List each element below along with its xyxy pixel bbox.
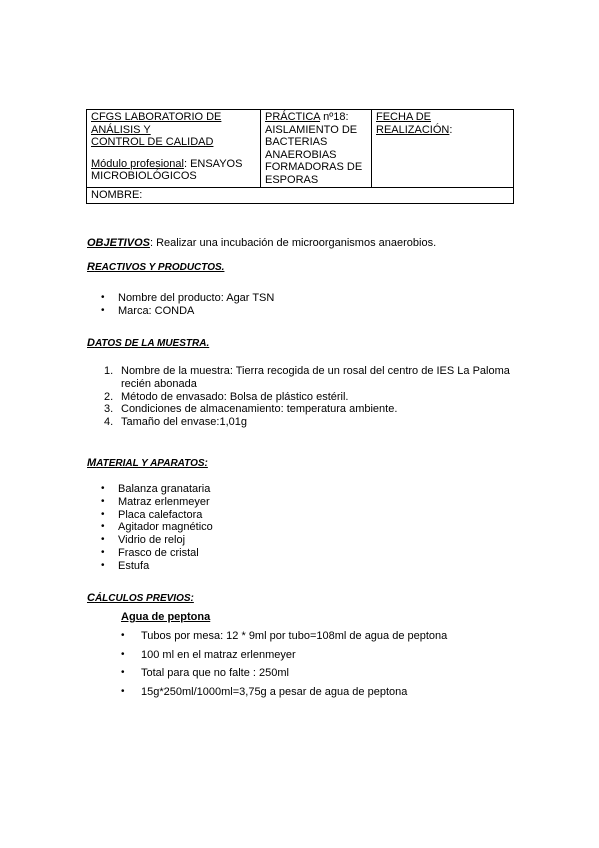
list-item: • Tubos por mesa: 12 * 9ml por tubo=108ml de agua de peptona — [121, 630, 447, 649]
material-list — [100, 483, 213, 573]
list-item: 1. Nombre de la muestra: Tierra recogida de un rosal del centro de IES La Paloma recién abonada — [104, 365, 510, 390]
practice-number: nº18: — [320, 111, 349, 123]
course-line1: CFGS LABORATORIO DE — [91, 111, 222, 123]
practice-line: FORMADORAS DE — [265, 161, 363, 173]
list-item: 4. Tamaño del envase:1,01g — [104, 416, 247, 429]
list-item: • Nombre del producto: Agar TSN — [100, 292, 274, 305]
date-label: REALIZACIÓN — [376, 123, 450, 136]
date-label-line1: FECHA DE — [376, 111, 432, 123]
objectives-label: OBJETIVOS — [87, 237, 150, 249]
calculations-heading: CÁLCULOS PREVIOS: — [87, 592, 194, 604]
list-item: • Frasco de cristal — [100, 547, 213, 560]
practice-line: ANAEROBIAS — [265, 148, 337, 161]
practice-label: PRÁCTICA — [265, 111, 321, 123]
list-item: 3. Condiciones de almacenamiento: temperatura ambiente. — [104, 403, 398, 416]
practice-line: AISLAMIENTO DE — [265, 123, 358, 136]
list-item: • Estufa — [100, 560, 213, 573]
sample-list — [104, 365, 524, 429]
header-table — [86, 109, 514, 204]
module-line2: MICROBIOLÓGICOS — [91, 170, 197, 182]
course-line3: CONTROL DE CALIDAD — [91, 136, 214, 148]
objectives-text: : Realizar una incubación de microorganismos anaerobios. — [149, 237, 437, 249]
practice-title — [265, 111, 367, 124]
module-label: Módulo profesional — [91, 157, 184, 170]
date-label-line2: REALIZACIÓN: — [376, 123, 453, 136]
date-cell — [372, 110, 514, 188]
list-item: • Matraz erlenmeyer — [100, 496, 213, 509]
peptone-subheading: Agua de peptona — [121, 611, 211, 623]
list-item: • 15g*250ml/1000ml=3,75g a pesar de agua de peptona — [121, 686, 447, 705]
material-heading: MATERIAL Y APARATOS: — [87, 457, 208, 469]
list-item: • Placa calefactora — [100, 509, 213, 522]
course-cell — [87, 110, 261, 188]
list-item: • Marca: CONDA — [100, 305, 274, 318]
list-item: • Agitador magnético — [100, 521, 213, 534]
list-item: • Total para que no falte : 250ml — [121, 667, 447, 686]
reagents-heading: REACTIVOS Y PRODUCTOS. — [87, 261, 225, 273]
sample-heading: DATOS DE LA MUESTRA. — [87, 337, 210, 349]
calculations-list — [121, 630, 447, 704]
list-item: • Balanza granataria — [100, 483, 213, 496]
practice-line: ESPORAS — [265, 173, 319, 186]
list-item: • 100 ml en el matraz erlenmeyer — [121, 649, 447, 668]
module-line — [91, 158, 256, 171]
objectives-line — [87, 237, 436, 249]
reagents-list — [100, 292, 274, 318]
name-cell: NOMBRE: — [87, 188, 514, 204]
module-value: : ENSAYOS — [183, 157, 243, 170]
practice-cell — [261, 110, 372, 188]
list-item: • Vidrio de reloj — [100, 534, 213, 547]
practice-line: BACTERIAS — [265, 136, 328, 148]
course-line2: ANÁLISIS Y — [91, 123, 151, 136]
list-item: 2. Método de envasado: Bolsa de plástico estéril. — [104, 390, 349, 403]
